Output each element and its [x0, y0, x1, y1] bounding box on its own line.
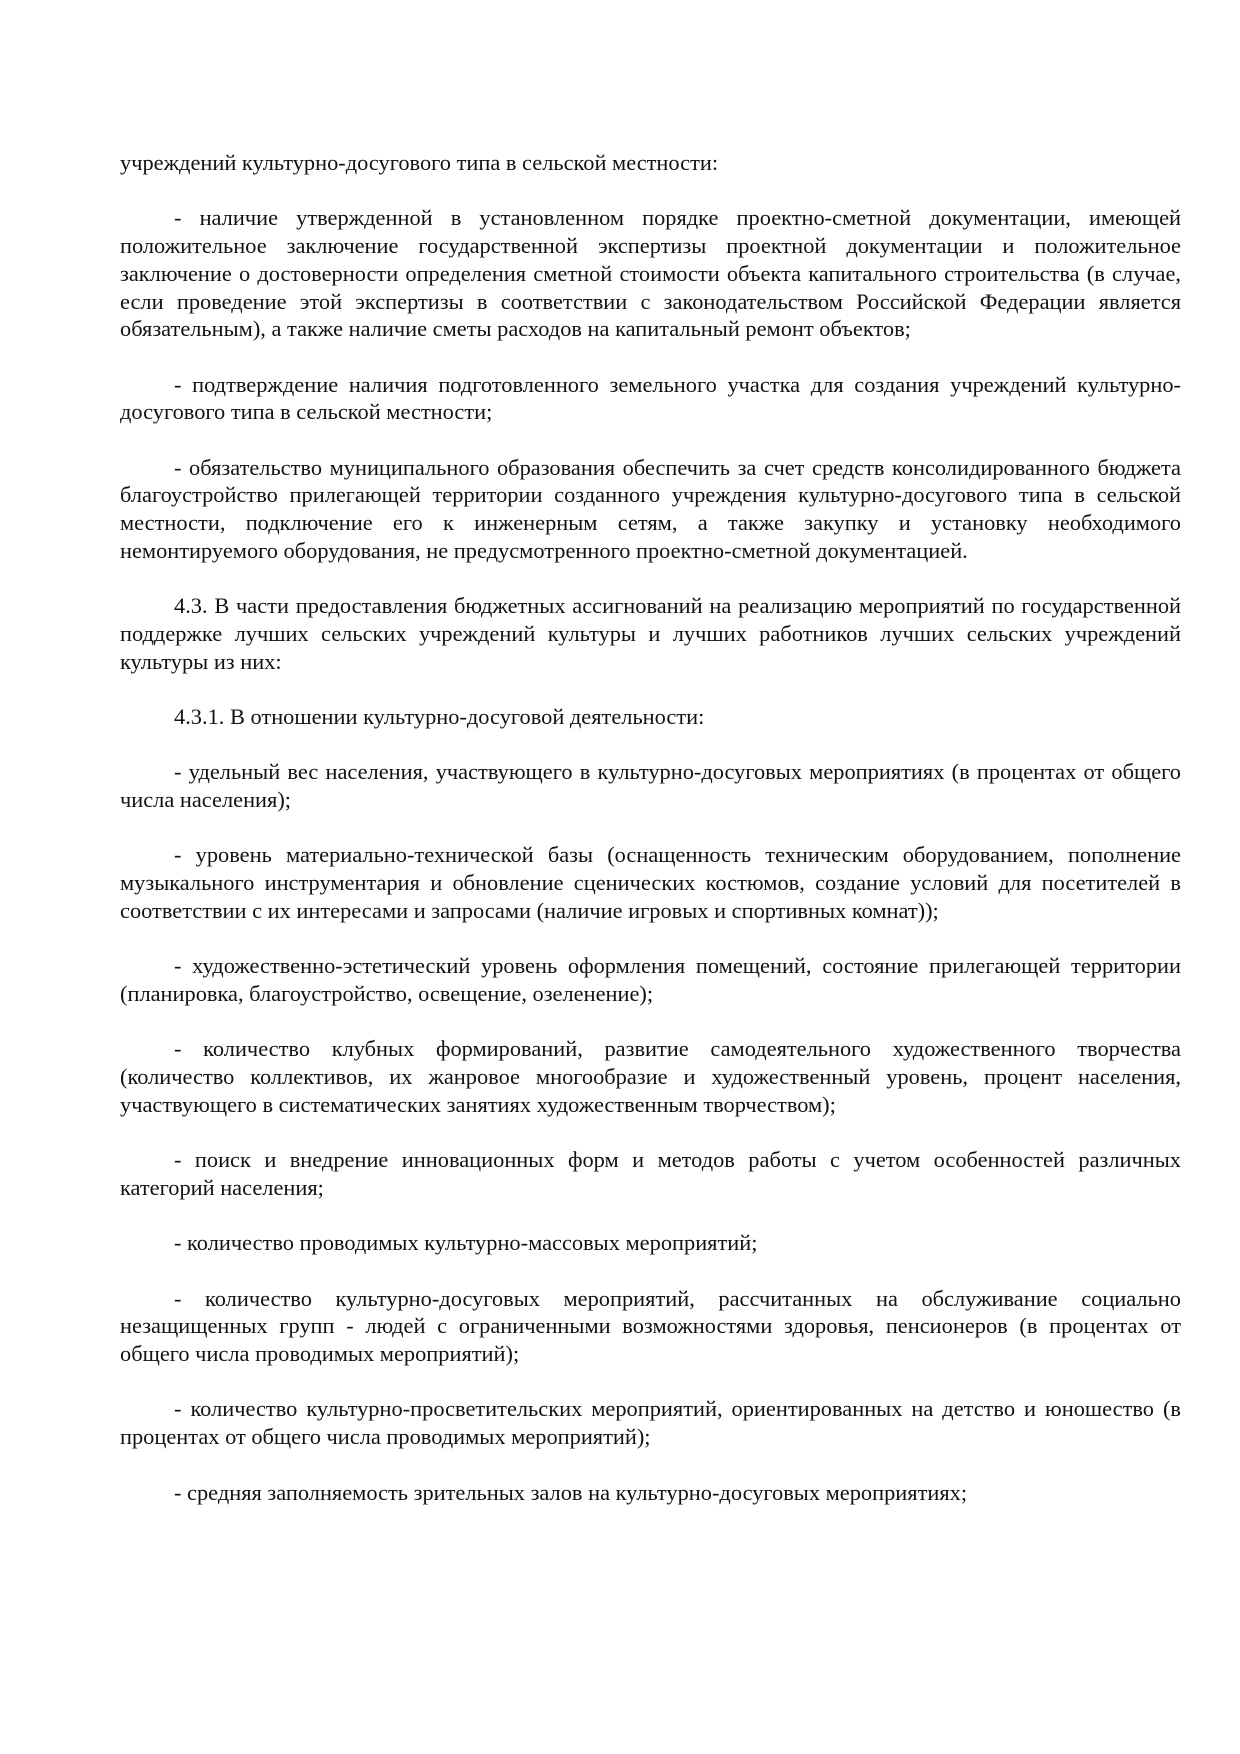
section-4-3: 4.3. В части предоставления бюджетных ассигнований на реализацию мероприятий по государственной поддержке лучших сельских учреждений культуры и лучших работников лучших сельских учреждений культуры из них:: [120, 593, 1181, 674]
paragraph: - художественно-эстетический уровень оформления помещений, состояние прилегающей территории (планировка, благоустройство, освещение, озеленение);: [120, 953, 1181, 1006]
paragraph: - подтверждение наличия подготовленного земельного участка для создания учреждений культурно-досугового типа в сельской местности;: [120, 371, 1181, 425]
paragraph: - поиск и внедрение инновационных форм и методов работы с учетом особенностей различных категорий населения;: [120, 1147, 1181, 1200]
paragraph-continuation: учреждений культурно-досугового типа в сельской местности:: [120, 150, 719, 175]
paragraph: - обязательство муниципального образования обеспечить за счет средств консолидированного бюджета благоустройство прилегающей территории созданного учреждения культурно-досугового типа в сельской местности, подключение его к инженерным сетям, а также закупку и установку необходимого немонтируемого оборудования, не предусмотренного проектно-сметной документацией.: [120, 454, 1181, 563]
paragraph: - количество культурно-просветительских мероприятий, ориентированных на детство и юношество (в процентах от общего числа проводимых мероприятий);: [120, 1396, 1181, 1450]
paragraph: - наличие утвержденной в установленном порядке проектно-сметной документации, имеющей положительное заключение государственной экспертизы проектной документации и положительное заключение о достоверности определения сметной стоимости объекта капитального строительства (в случае, если проведение этой экспертизы в соответствии с законодательством Российской Федерации является обязательным), а также наличие сметы расходов на капитальный ремонт объектов;: [120, 205, 1181, 342]
paragraph: - средняя заполняемость зрительных залов на культурно-досуговых мероприятиях;: [174, 1479, 968, 1505]
document-page: [120, 149, 1181, 1534]
section-4-3-1: 4.3.1. В отношении культурно-досуговой деятельности:: [174, 703, 705, 729]
paragraph: - количество клубных формирований, развитие самодеятельного художественного творчества (количество коллективов, их жанровое многообразие и художественный уровень, процент населения, участвующего в систематических занятиях художественным творчеством);: [120, 1036, 1181, 1117]
paragraph: - количество культурно-досуговых мероприятий, рассчитанных на обслуживание социально незащищенных групп - людей с ограниченными возможностями здоровья, пенсионеров (в процентах от общего числа проводимых мероприятий);: [120, 1285, 1181, 1367]
paragraph: - удельный вес населения, участвующего в культурно-досуговых мероприятиях (в процентах от общего числа населения);: [120, 759, 1181, 813]
paragraph: - уровень материально-технической базы (оснащенность техническим оборудованием, пополнение музыкального инструментария и обновление сценических костюмов, создание условий для посетителей в соответствии с их интересами и запросами (наличие игровых и спортивных комнат));: [120, 842, 1181, 923]
paragraph: - количество проводимых культурно-массовых мероприятий;: [174, 1230, 758, 1256]
